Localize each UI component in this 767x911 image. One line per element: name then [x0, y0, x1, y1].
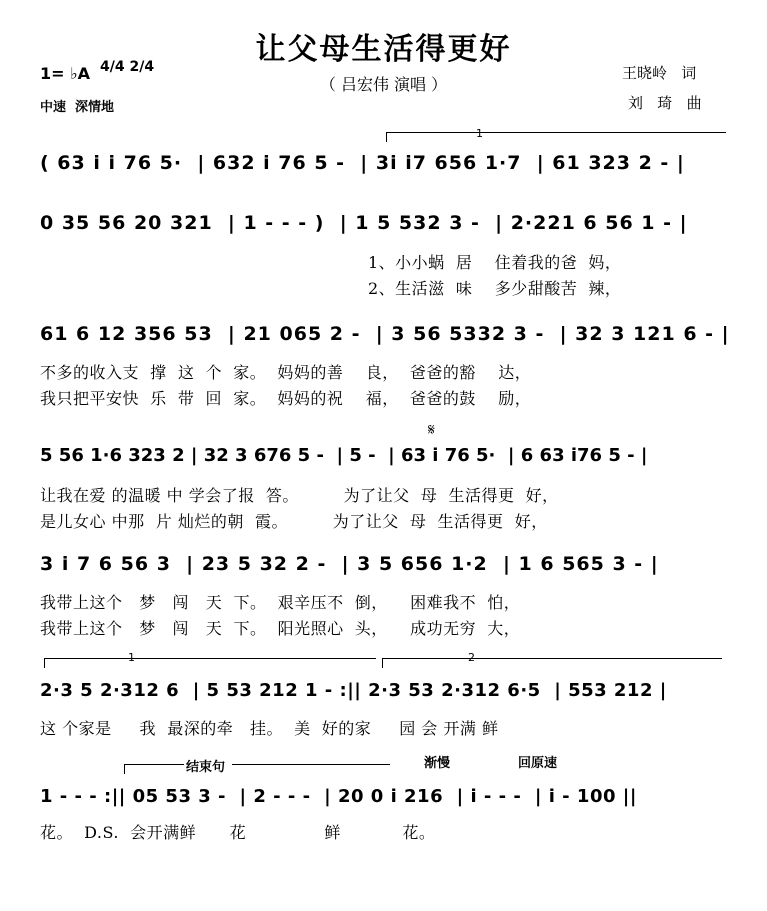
bracket-tick [386, 132, 387, 142]
song-title: 让父母生活得更好 [255, 32, 512, 67]
ending-label: 结束句 [186, 760, 226, 775]
score-row-6: 2·3 5 2·312 6 | 5 53 212 1 - :|| 2·3 53 2·312 6·5 | 553 212 | [40, 680, 667, 701]
singer-credit: （ 吕宏伟 演唱 ） [319, 75, 448, 94]
key-signature: 1= ♭A [40, 64, 91, 83]
lyrics-row-4-verse-1: 让我在爱 的温暖 中 学会了报 答。 为了让父 母 生活得更 好， [40, 486, 559, 505]
ending-bracket-tick [124, 764, 125, 774]
bracket-number: 1 [476, 127, 483, 140]
score-row-4: 5 56 1·6 323 2 | 32 3 676 5 - | 5 - | 63 i 76 5· | 6 63 i76 5 - | [40, 445, 648, 466]
volta-2-tick [382, 658, 383, 668]
segno-mark: 𝄋 [428, 420, 435, 439]
ending-bracket-line-right [232, 764, 390, 765]
score-row-1: ( 63 i i 76 5· | 632 i 76 5 - | 3i i7 656 1·7 | 61 323 2 - | [40, 152, 685, 174]
lyrics-row-2-verse-1: 1、小小蜗 居 住着我的爸 妈， [368, 253, 622, 272]
lyrics-row-7: 花。 D.S. 会开满鲜 花 鲜 花。 [40, 823, 436, 842]
lyrics-row-5-verse-1: 我带上这个 梦 闯 天 下。 艰辛压不 倒， 困难我不 怕， [40, 593, 521, 612]
volta-1-number: 1 [128, 651, 135, 664]
volta-2-number: 2 [468, 651, 475, 664]
volta-2-line [382, 658, 722, 659]
a-tempo-label: 回原速 [518, 756, 558, 771]
score-row-5: 3 i 7 6 56 3 | 23 5 32 2 - | 3 5 656 1·2 | 1 6 565 3 - | [40, 553, 659, 575]
lyrics-row-3-verse-1: 不多的收入支 撑 这 个 家。 妈妈的善 良， 爸爸的豁 达， [40, 363, 532, 382]
lyrics-row-2-verse-2: 2、生活滋 味 多少甜酸苦 辣， [368, 279, 622, 298]
lyrics-row-3-verse-2: 我只把平安快 乐 带 回 家。 妈妈的祝 福， 爸爸的鼓 励， [40, 389, 532, 408]
bracket-line [386, 132, 726, 133]
volta-1-line [44, 658, 376, 659]
tempo-marking: 中速 深情地 [40, 100, 115, 115]
lyricist-credit: 王晓岭 词 [622, 64, 697, 82]
volta-1-tick [44, 658, 45, 668]
composer-credit: 刘 琦 曲 [628, 94, 702, 112]
lyrics-row-5-verse-2: 我带上这个 梦 闯 天 下。 阳光照心 头， 成功无穷 大， [40, 619, 521, 638]
lyrics-row-4-verse-2: 是儿女心 中那 片 灿烂的朝 霞。 为了让父 母 生活得更 好， [40, 512, 548, 531]
ending-bracket-line-left [124, 764, 184, 765]
score-row-3: 61 6 12 356 53 | 21 065 2 - | 3 56 5332 3 - | 32 3 121 6 - | [40, 323, 730, 345]
score-row-2: 0 35 56 20 321 | 1 - - - ) | 1 5 532 3 - | 2·221 6 56 1 - | [40, 212, 688, 234]
time-signature: 4/4 2/4 [100, 59, 155, 75]
score-row-7: 1 - - - :|| 05 53 3 - | 2 - - - | 20 0 i 216 | i - - - | i - 100 || [40, 786, 637, 807]
lyrics-row-6: 这 个家是 我 最深的牵 挂。 美 好的家 园 会 开满 鲜 [40, 719, 499, 738]
slowing-label: 渐慢 [424, 756, 451, 771]
